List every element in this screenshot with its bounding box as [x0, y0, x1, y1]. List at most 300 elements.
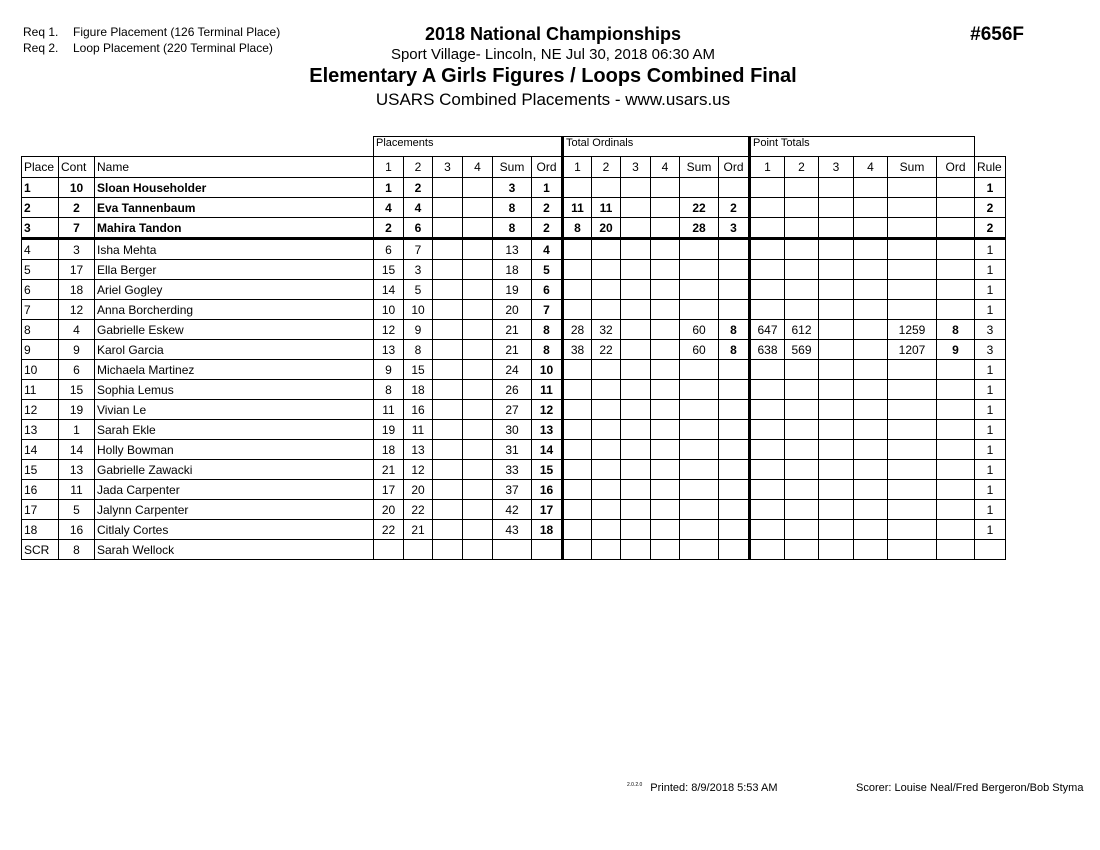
- event-title: Elementary A Girls Figures / Loops Combined Final: [309, 65, 797, 87]
- cell-pts-4: [854, 320, 888, 340]
- cell-pts-2: [785, 239, 819, 260]
- cell-fig-1: 13: [374, 340, 404, 360]
- cell-rule: 3: [975, 340, 1006, 360]
- cell-cont: 8: [59, 540, 95, 560]
- cell-ord-4: [651, 540, 680, 560]
- table-row: [22, 198, 1006, 218]
- group-point-totals: Point Totals: [750, 137, 975, 157]
- cell-fig-1: 19: [374, 420, 404, 440]
- cell-fig-2: 16: [404, 400, 433, 420]
- cell-ord-1: [563, 460, 592, 480]
- cell-fig-2: 2: [404, 178, 433, 198]
- cell-pts-ord: [937, 500, 975, 520]
- cell-pts-sum: [888, 440, 937, 460]
- cell-fig-3: [433, 218, 463, 239]
- cell-ord-ord: [719, 360, 750, 380]
- column-header-ord-1: 1: [563, 157, 592, 178]
- cell-ord-1: [563, 540, 592, 560]
- cell-fig-3: [433, 360, 463, 380]
- cell-pts-ord: 8: [937, 320, 975, 340]
- cell-place: SCR: [22, 540, 59, 560]
- cell-fig-4: [463, 260, 493, 280]
- cell-ord-2: [592, 440, 621, 460]
- cell-ord-ord: [719, 178, 750, 198]
- cell-rule: 1: [975, 400, 1006, 420]
- usars-line: USARS Combined Placements - www.usars.us: [375, 90, 731, 109]
- cell-fig-4: [463, 178, 493, 198]
- table-row: [22, 500, 1006, 520]
- cell-pts-2: [785, 260, 819, 280]
- cell-ord-2: [592, 178, 621, 198]
- column-header-pts-sum: Sum: [888, 157, 937, 178]
- cell-fig-sum: 26: [493, 380, 532, 400]
- cell-fig-4: [463, 198, 493, 218]
- cell-rule: 1: [975, 260, 1006, 280]
- cell-cont: 18: [59, 280, 95, 300]
- cell-ord-4: [651, 340, 680, 360]
- cell-pts-sum: [888, 480, 937, 500]
- cell-fig-2: 18: [404, 380, 433, 400]
- column-header-fig-1: 1: [374, 157, 404, 178]
- cell-pts-3: [819, 540, 854, 560]
- cell-pts-2: [785, 360, 819, 380]
- cell-fig-1: [374, 540, 404, 560]
- cell-ord-ord: [719, 520, 750, 540]
- cell-pts-3: [819, 320, 854, 340]
- cell-place: 6: [22, 280, 59, 300]
- cell-pts-2: [785, 480, 819, 500]
- column-header-rule: Rule: [975, 157, 1006, 178]
- cell-place: 17: [22, 500, 59, 520]
- cell-ord-1: [563, 380, 592, 400]
- cell-fig-2: 15: [404, 360, 433, 380]
- requirement-1-number: Req 1.: [23, 25, 59, 39]
- cell-fig-1: 21: [374, 460, 404, 480]
- table-row: [22, 480, 1006, 500]
- cell-place: 16: [22, 480, 59, 500]
- cell-fig-4: [463, 340, 493, 360]
- cell-pts-1: [750, 198, 785, 218]
- cell-ord-ord: 2: [719, 198, 750, 218]
- cell-pts-4: [854, 540, 888, 560]
- cell-fig-3: [433, 400, 463, 420]
- cell-ord-4: [651, 500, 680, 520]
- cell-rule: [975, 540, 1006, 560]
- cell-ord-2: [592, 380, 621, 400]
- cell-rule: 3: [975, 320, 1006, 340]
- cell-pts-sum: [888, 218, 937, 239]
- cell-fig-ord: 6: [532, 280, 563, 300]
- cell-ord-2: [592, 280, 621, 300]
- cell-pts-ord: [937, 198, 975, 218]
- column-header-fig-4: 4: [463, 157, 493, 178]
- cell-ord-3: [621, 400, 651, 420]
- cell-fig-4: [463, 540, 493, 560]
- cell-pts-1: [750, 260, 785, 280]
- cell-pts-4: [854, 440, 888, 460]
- cell-fig-1: 17: [374, 480, 404, 500]
- cell-ord-ord: [719, 300, 750, 320]
- cell-ord-3: [621, 260, 651, 280]
- cell-fig-ord: 2: [532, 198, 563, 218]
- cell-cont: 13: [59, 460, 95, 480]
- cell-rule: 1: [975, 520, 1006, 540]
- cell-pts-1: [750, 400, 785, 420]
- cell-fig-sum: 42: [493, 500, 532, 520]
- cell-cont: 4: [59, 320, 95, 340]
- cell-ord-sum: 22: [680, 198, 719, 218]
- cell-ord-ord: 8: [719, 320, 750, 340]
- cell-ord-sum: [680, 260, 719, 280]
- cell-pts-ord: [937, 380, 975, 400]
- cell-fig-sum: 33: [493, 460, 532, 480]
- table-row: [22, 520, 1006, 540]
- column-header-fig-2: 2: [404, 157, 433, 178]
- cell-fig-sum: 20: [493, 300, 532, 320]
- cell-cont: 9: [59, 340, 95, 360]
- cell-pts-sum: 1207: [888, 340, 937, 360]
- cell-rule: 1: [975, 500, 1006, 520]
- cell-cont: 6: [59, 360, 95, 380]
- cell-ord-2: 11: [592, 198, 621, 218]
- cell-name: Sloan Householder: [95, 178, 374, 198]
- cell-name: Mahira Tandon: [95, 218, 374, 239]
- cell-ord-ord: [719, 239, 750, 260]
- cell-place: 8: [22, 320, 59, 340]
- cell-rule: 2: [975, 198, 1006, 218]
- cell-fig-1: 12: [374, 320, 404, 340]
- cell-pts-4: [854, 280, 888, 300]
- cell-fig-3: [433, 320, 463, 340]
- cell-pts-1: [750, 520, 785, 540]
- cell-fig-ord: 10: [532, 360, 563, 380]
- cell-ord-2: [592, 360, 621, 380]
- table-row: [22, 239, 1006, 260]
- cell-fig-1: 9: [374, 360, 404, 380]
- table-row: [22, 280, 1006, 300]
- cell-pts-2: 569: [785, 340, 819, 360]
- table-row: [22, 420, 1006, 440]
- cell-fig-1: 8: [374, 380, 404, 400]
- cell-place: 11: [22, 380, 59, 400]
- cell-name: Citlaly Cortes: [95, 520, 374, 540]
- cell-place: 18: [22, 520, 59, 540]
- cell-ord-1: [563, 480, 592, 500]
- column-header-fig-sum: Sum: [493, 157, 532, 178]
- cell-fig-ord: 2: [532, 218, 563, 239]
- cell-pts-ord: [937, 540, 975, 560]
- cell-cont: 2: [59, 198, 95, 218]
- cell-cont: 7: [59, 218, 95, 239]
- cell-ord-sum: [680, 280, 719, 300]
- scorer-footer: Scorer: Louise Neal/Fred Bergeron/Bob Styma: [856, 782, 1084, 794]
- cell-fig-1: 4: [374, 198, 404, 218]
- cell-pts-3: [819, 340, 854, 360]
- cell-fig-1: 11: [374, 400, 404, 420]
- cell-fig-4: [463, 300, 493, 320]
- cell-ord-sum: [680, 300, 719, 320]
- cell-fig-4: [463, 500, 493, 520]
- cell-ord-1: [563, 500, 592, 520]
- cell-fig-sum: 30: [493, 420, 532, 440]
- cell-fig-3: [433, 260, 463, 280]
- cell-ord-ord: [719, 260, 750, 280]
- column-header-ord-3: 3: [621, 157, 651, 178]
- cell-ord-sum: [680, 380, 719, 400]
- group-total-ordinals: Total Ordinals: [563, 137, 750, 157]
- tiny-mark: 2.0.2.0: [627, 782, 643, 788]
- cell-fig-3: [433, 340, 463, 360]
- cell-ord-4: [651, 260, 680, 280]
- cell-ord-1: [563, 420, 592, 440]
- cell-pts-sum: [888, 360, 937, 380]
- cell-place: 9: [22, 340, 59, 360]
- cell-pts-ord: [937, 178, 975, 198]
- cell-pts-4: [854, 500, 888, 520]
- table-row: [22, 380, 1006, 400]
- cell-ord-3: [621, 440, 651, 460]
- cell-pts-sum: [888, 460, 937, 480]
- cell-pts-4: [854, 340, 888, 360]
- cell-name: Vivian Le: [95, 400, 374, 420]
- cell-ord-2: 20: [592, 218, 621, 239]
- cell-place: 3: [22, 218, 59, 239]
- cell-fig-1: 14: [374, 280, 404, 300]
- cell-ord-1: [563, 300, 592, 320]
- column-header-pts-3: 3: [819, 157, 854, 178]
- requirement-1-text: Figure Placement (126 Terminal Place): [73, 25, 281, 39]
- column-header-ord-ord: Ord: [719, 157, 750, 178]
- cell-fig-ord: 15: [532, 460, 563, 480]
- cell-pts-3: [819, 420, 854, 440]
- cell-fig-4: [463, 218, 493, 239]
- cell-fig-sum: 8: [493, 198, 532, 218]
- cell-fig-3: [433, 239, 463, 260]
- cell-cont: 5: [59, 500, 95, 520]
- cell-pts-4: [854, 420, 888, 440]
- cell-cont: 17: [59, 260, 95, 280]
- cell-ord-sum: [680, 500, 719, 520]
- cell-cont: 11: [59, 480, 95, 500]
- cell-fig-2: 5: [404, 280, 433, 300]
- cell-pts-4: [854, 260, 888, 280]
- cell-fig-2: 10: [404, 300, 433, 320]
- cell-ord-1: 11: [563, 198, 592, 218]
- table-row: [22, 300, 1006, 320]
- cell-name: Ella Berger: [95, 260, 374, 280]
- cell-rule: 1: [975, 178, 1006, 198]
- cell-pts-4: [854, 400, 888, 420]
- cell-fig-3: [433, 420, 463, 440]
- cell-ord-sum: [680, 420, 719, 440]
- cell-fig-3: [433, 178, 463, 198]
- cell-pts-1: [750, 420, 785, 440]
- cell-ord-ord: [719, 420, 750, 440]
- cell-fig-4: [463, 280, 493, 300]
- cell-rule: 1: [975, 239, 1006, 260]
- cell-ord-4: [651, 420, 680, 440]
- cell-pts-sum: [888, 380, 937, 400]
- cell-ord-sum: [680, 540, 719, 560]
- cell-cont: 10: [59, 178, 95, 198]
- table-row: [22, 178, 1006, 198]
- cell-fig-1: 6: [374, 239, 404, 260]
- cell-fig-2: 3: [404, 260, 433, 280]
- cell-pts-ord: [937, 360, 975, 380]
- cell-pts-4: [854, 239, 888, 260]
- cell-cont: 14: [59, 440, 95, 460]
- cell-fig-2: 4: [404, 198, 433, 218]
- cell-ord-4: [651, 218, 680, 239]
- cell-ord-1: [563, 360, 592, 380]
- column-header-pts-2: 2: [785, 157, 819, 178]
- cell-pts-3: [819, 239, 854, 260]
- cell-ord-3: [621, 340, 651, 360]
- cell-place: 13: [22, 420, 59, 440]
- cell-fig-2: 20: [404, 480, 433, 500]
- cell-ord-sum: 60: [680, 340, 719, 360]
- cell-place: 1: [22, 178, 59, 198]
- cell-pts-sum: [888, 500, 937, 520]
- table-row: [22, 540, 1006, 560]
- cell-place: 2: [22, 198, 59, 218]
- cell-ord-1: 8: [563, 218, 592, 239]
- cell-rule: 1: [975, 300, 1006, 320]
- cell-ord-sum: [680, 440, 719, 460]
- cell-ord-ord: [719, 280, 750, 300]
- cell-ord-1: [563, 260, 592, 280]
- cell-ord-2: [592, 400, 621, 420]
- cell-ord-2: [592, 239, 621, 260]
- cell-ord-3: [621, 480, 651, 500]
- cell-fig-2: 12: [404, 460, 433, 480]
- column-header-pts-4: 4: [854, 157, 888, 178]
- cell-pts-3: [819, 520, 854, 540]
- cell-fig-sum: 21: [493, 340, 532, 360]
- cell-fig-1: 22: [374, 520, 404, 540]
- cell-pts-sum: [888, 520, 937, 540]
- cell-ord-1: [563, 440, 592, 460]
- cell-ord-ord: [719, 380, 750, 400]
- cell-place: 4: [22, 239, 59, 260]
- cell-pts-1: [750, 360, 785, 380]
- cell-ord-2: 32: [592, 320, 621, 340]
- cell-fig-ord: 14: [532, 440, 563, 460]
- cell-pts-2: [785, 300, 819, 320]
- cell-ord-1: [563, 520, 592, 540]
- results-table: [21, 136, 1006, 560]
- cell-pts-ord: [937, 520, 975, 540]
- cell-name: Sarah Ekle: [95, 420, 374, 440]
- cell-rule: 1: [975, 280, 1006, 300]
- cell-ord-sum: 28: [680, 218, 719, 239]
- cell-pts-sum: [888, 198, 937, 218]
- cell-pts-3: [819, 480, 854, 500]
- cell-fig-3: [433, 480, 463, 500]
- cell-fig-sum: 24: [493, 360, 532, 380]
- cell-cont: 1: [59, 420, 95, 440]
- cell-fig-4: [463, 440, 493, 460]
- cell-ord-3: [621, 178, 651, 198]
- cell-ord-4: [651, 520, 680, 540]
- cell-pts-ord: [937, 460, 975, 480]
- cell-pts-4: [854, 178, 888, 198]
- table-row: [22, 440, 1006, 460]
- cell-ord-4: [651, 360, 680, 380]
- cell-pts-3: [819, 260, 854, 280]
- cell-ord-sum: 60: [680, 320, 719, 340]
- cell-ord-ord: 8: [719, 340, 750, 360]
- printed-timestamp: Printed: 8/9/2018 5:53 AM: [650, 782, 778, 794]
- cell-ord-4: [651, 480, 680, 500]
- cell-ord-4: [651, 440, 680, 460]
- cell-fig-ord: 8: [532, 320, 563, 340]
- cell-fig-2: [404, 540, 433, 560]
- cell-fig-4: [463, 520, 493, 540]
- cell-fig-3: [433, 198, 463, 218]
- cell-pts-1: [750, 280, 785, 300]
- cell-ord-3: [621, 239, 651, 260]
- column-header-place: Place: [22, 157, 59, 178]
- cell-fig-4: [463, 460, 493, 480]
- cell-ord-4: [651, 460, 680, 480]
- table-row: [22, 360, 1006, 380]
- cell-fig-sum: 31: [493, 440, 532, 460]
- table-row: [22, 340, 1006, 360]
- cell-pts-2: [785, 280, 819, 300]
- cell-rule: 1: [975, 420, 1006, 440]
- event-number: #656F: [970, 24, 1024, 45]
- cell-pts-3: [819, 380, 854, 400]
- cell-pts-2: [785, 500, 819, 520]
- cell-pts-3: [819, 218, 854, 239]
- printed-footer: [627, 782, 778, 794]
- cell-fig-sum: 8: [493, 218, 532, 239]
- cell-ord-3: [621, 380, 651, 400]
- cell-pts-3: [819, 500, 854, 520]
- cell-cont: 3: [59, 239, 95, 260]
- cell-name: Sophia Lemus: [95, 380, 374, 400]
- cell-pts-3: [819, 440, 854, 460]
- cell-ord-4: [651, 280, 680, 300]
- cell-fig-sum: 27: [493, 400, 532, 420]
- cell-fig-ord: 13: [532, 420, 563, 440]
- table-row: [22, 320, 1006, 340]
- cell-pts-1: [750, 380, 785, 400]
- cell-pts-sum: [888, 280, 937, 300]
- requirement-2-text: Loop Placement (220 Terminal Place): [73, 41, 273, 55]
- cell-cont: 19: [59, 400, 95, 420]
- cell-place: 15: [22, 460, 59, 480]
- cell-ord-3: [621, 360, 651, 380]
- cell-cont: 12: [59, 300, 95, 320]
- cell-ord-2: [592, 480, 621, 500]
- cell-pts-ord: [937, 239, 975, 260]
- cell-pts-2: [785, 198, 819, 218]
- cell-rule: 1: [975, 440, 1006, 460]
- cell-fig-sum: 18: [493, 260, 532, 280]
- cell-fig-1: 20: [374, 500, 404, 520]
- cell-pts-3: [819, 360, 854, 380]
- cell-ord-3: [621, 320, 651, 340]
- cell-pts-ord: [937, 300, 975, 320]
- cell-ord-sum: [680, 178, 719, 198]
- cell-pts-2: [785, 380, 819, 400]
- cell-ord-3: [621, 218, 651, 239]
- cell-fig-ord: 16: [532, 480, 563, 500]
- table-row: [22, 400, 1006, 420]
- cell-ord-1: [563, 280, 592, 300]
